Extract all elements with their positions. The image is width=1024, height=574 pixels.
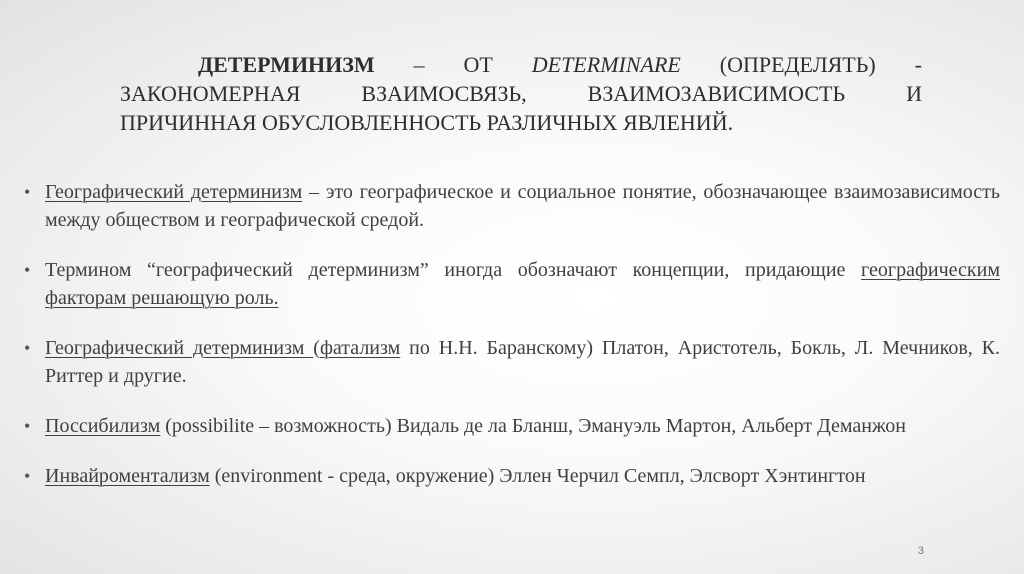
bullet-text: (possibilite – возможность) Видаль де ла Бланш, Эмануэль Мартон, Альберт Деманжон [160,415,906,437]
title-dash: – [413,52,425,77]
title-line-3-text: ПРИЧИННАЯ ОБУСЛОВЛЕННОСТЬ РАЗЛИЧНЫХ ЯВЛЕНИЙ. [120,110,734,135]
title-word: ВЗАИМОЗАВИСИМОСТЬ [587,81,846,106]
bullet-term: географическим факторам решающую роль. [45,259,1000,309]
list-item [24,334,1000,390]
list-item [24,256,1000,312]
title-word: И [906,81,922,106]
bullet-term: Поссибилизм [45,415,161,437]
title-translation: (ОПРЕДЕЛЯТЬ) [719,52,876,77]
bullet-text: ( [313,337,320,359]
bullet-term: Инвайроментализм [45,465,210,487]
list-item [24,462,1000,490]
list-item [24,412,1000,440]
title-from: ОТ [463,52,493,77]
slide-title [120,50,922,137]
title-word: ВЗАИМОСВЯЗЬ, [361,81,527,106]
title-term: ДЕТЕРМИНИЗМ [198,52,375,77]
bullet-term-2: фатализм [319,337,401,359]
title-line-3 [120,108,922,137]
list-item [24,178,1000,234]
bullet-term: Географический детерминизм [45,337,314,359]
title-trail: - [914,52,922,77]
title-word: ЗАКОНОМЕРНАЯ [120,81,301,106]
title-line-2 [120,79,922,108]
title-latin: DETERMINARE [531,52,681,77]
bullet-text: – это географическое и социальное понятие, обозначающее взаимозависимость между обществом и географической средой. [45,181,1000,231]
page-number: 3 [917,545,924,557]
bullet-text: (environment - среда, окружение) Эллен Черчил Семпл, Элсворт Хэнтингтон [209,465,866,487]
bullet-text: Термином “географический детерминизм” иногда обозначают концепции, придающие [45,259,862,281]
bullet-term: Географический детерминизм [45,181,303,203]
bullet-list [24,178,1000,512]
bullet-text: по Н.Н. Баранскому) Платон, Аристотель, Бокль, Л. Мечников, К. Риттер и другие. [45,337,1001,387]
title-line-1 [120,50,922,79]
